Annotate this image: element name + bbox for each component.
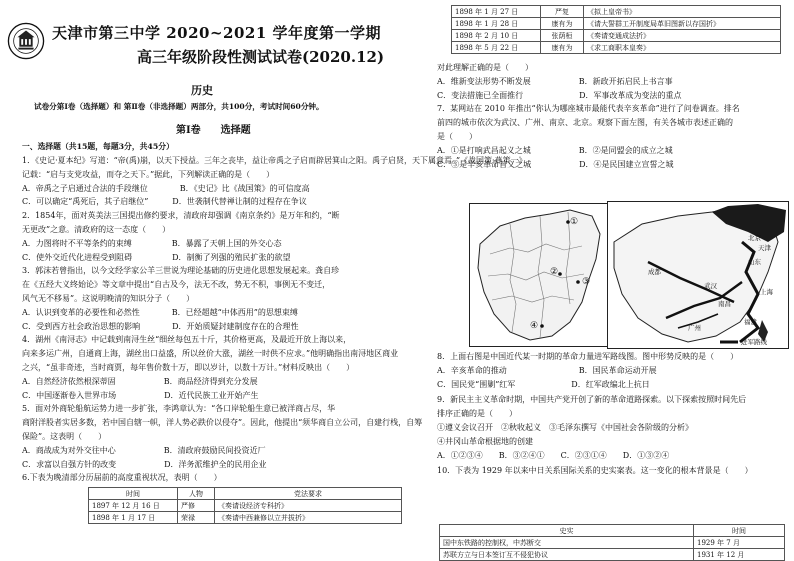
question-line: C．可以确定“禹死后，其子启继位” D．世袭制代替禅让制的过程存在争议	[22, 197, 307, 207]
table-cell: 康有为	[541, 42, 584, 54]
question-line: 7．某网站在 2010 年推出“你认为哪座城市最能代表辛亥革命”进行了问卷调查。排名	[437, 104, 740, 114]
table-cell: 1898 年 5 月 22 日	[452, 42, 541, 54]
question-line: 向来多运广州，自通商上海，湖丝出口益盛，所以丝价大涨，湖丝一时供不应求。”他明确指出南浔地区商业	[22, 349, 399, 359]
map-place-label: 天津	[758, 244, 771, 252]
table-cell: 张荫桓	[541, 30, 584, 42]
table-row	[89, 500, 402, 512]
question-line: A．认识到变革的必要性和必然性 B．已经超越“中体西用”的思想束缚	[22, 307, 298, 317]
map-place-label: 北京	[748, 234, 761, 242]
table-row	[89, 512, 402, 524]
exam-info: 试卷分第Ⅰ卷（选择题）和 第Ⅱ卷（非选择题）两部分，共100分，考试时间60分钟。	[34, 102, 324, 111]
question-line: 3．郭沫若曾指出，以今文经学家公羊三世说为理论基础的历史进化思想发展起来。龚自珍	[22, 266, 340, 276]
question-line: 记载：“启与支党攻益，而夺之天下。”据此，下列解读正确的是（ ）	[22, 169, 275, 179]
table-header-row	[89, 488, 402, 500]
map-marker-label: ④	[530, 321, 539, 331]
question-line: 对此理解正确的是（ ）	[437, 63, 533, 72]
table-cell: 《求工商职本皇奏》	[584, 42, 781, 54]
question-line: 1．《史记·夏本纪》写道：“帝(禹)崩，以天下授益。三年之丧毕，益让帝禹之子启而辟居箕山之阳。禹子启贤，天下属意焉。”《战国策·燕策一》	[22, 156, 527, 165]
table-header-cell: 人物	[178, 488, 215, 500]
question-line: 2．1854年，面对英美法三国提出修约要求，清政府却强调《南京条约》是万年和约，“断	[22, 211, 340, 221]
table-cell: 苏联方立与日本签订互不侵犯协议	[440, 549, 694, 561]
table-header-cell: 史实	[440, 525, 694, 537]
question-line: 6.下表为晚清部分历届前的高度重视状况，表明（ ）	[22, 473, 222, 483]
question-line: C．国民党“围剿”红军 D．红军政编北上抗日	[437, 380, 650, 390]
question-line: C．求富以自强方针的改变 D．洋务派维护全的民用企业	[22, 459, 267, 469]
table-row	[452, 6, 781, 18]
table-cell: 1898 年 1 月 28 日	[452, 18, 541, 30]
map-place-label: 广州	[688, 324, 701, 332]
map-place-label: 福建	[744, 318, 757, 326]
question-line: A．辛亥革命的推动 B．国民革命运动开展	[437, 366, 657, 376]
table-cell: 1898 年 1 月 27 日	[452, 6, 541, 18]
question-line: 商附洋股者实居多数，若中国自辖一帜，洋人势必跌价以侵夺”。因此，他提出“须华商自立公司，自建行栈，自筹	[22, 418, 423, 428]
map-legend-label: 进军路线	[741, 338, 767, 346]
table-header-cell: 时间	[89, 488, 178, 500]
question-line: 10．下表为 1929 年以来中日关系国际关系的史实案表。这一变化的根本背景是（ ）	[437, 465, 753, 475]
table-cell: 1897 年 12 月 16 日	[89, 500, 178, 512]
map-q8	[607, 201, 789, 349]
section-heading: 一、选择题（共15题，每题3分，共45分）	[22, 142, 174, 151]
table-q10	[439, 524, 785, 561]
table-cell: 1929 年 7 月	[694, 537, 785, 549]
table-cell: 荣禄	[178, 512, 215, 524]
table-cell: 《请大誓群工开制度局革旧图新以存国折》	[584, 18, 781, 30]
table-cell: 《奏请变通成法折》	[584, 30, 781, 42]
question-line: C．使外交近代化进程受到阻碍 D．制衡了列强的殖民扩张的欲望	[22, 252, 291, 262]
question-line: 在《五经大义终始论》等文章中提出“自古及今，法无不改，势无不积，事例无不变迁，	[22, 280, 331, 290]
table-header-cell: 时间	[694, 525, 785, 537]
exam-title-line2: 高三年级阶段性测试试卷(2020.12)	[137, 48, 385, 66]
table-row	[452, 30, 781, 42]
table-cell: 《奏请中西兼修以立并拔折》	[215, 512, 402, 524]
question-line: 是（ ）	[437, 132, 477, 141]
question-line: 之兴，“虽非奇迹，当时商贾，每年售价数十万，即以岁计，以数十万计。”材料反映出（ ）	[22, 363, 355, 372]
question-line: A．自然经济依然根深蒂固 B．商品经济得到充分发展	[22, 376, 258, 386]
table-cell: 《拟上皇帝书》	[584, 6, 781, 18]
table-header-cell: 党法要求	[215, 488, 402, 500]
map-q7	[469, 203, 611, 347]
question-line: 5．面对外商轮船航运势力进一步扩张，李鸿章认为：“各口岸轮船生意已被洋商占尽，华	[22, 404, 336, 414]
table-row	[452, 42, 781, 54]
table-header-row	[440, 525, 785, 537]
map-place-label: 武汉	[704, 282, 717, 290]
question-line: ④井冈山革命根据地的创建	[437, 437, 533, 447]
table-cell: 1898 年 1 月 17 日	[89, 512, 178, 524]
map-place-label: 山东	[748, 258, 761, 266]
table-row	[440, 549, 785, 561]
question-line: C．变法措施已全面推行 D．军事改革成为变法的重点	[437, 90, 682, 100]
question-line: A．商战成为对外交往中心 B．清政府鼓励民间投资近厂	[22, 445, 266, 455]
table-row	[452, 18, 781, 30]
map-marker-label: ②	[550, 267, 559, 277]
table-q6-left	[88, 487, 402, 524]
question-line: A．维新变法形势不断发展 B．新政开拓启民上书言事	[437, 76, 673, 86]
school-seal-icon	[7, 22, 45, 60]
table-cell: 严复	[541, 6, 584, 18]
question-line: A．帝禹之子启通过合法的手段继位 B．《史记》比《战国策》的可信度高	[22, 183, 310, 193]
question-line: 4．湖州《南浔志》中记载到南浔生丝“细丝每包五十斤，其价格更高，及最近开放上海以来，	[22, 335, 352, 345]
table-row	[440, 537, 785, 549]
question-line: C．③是辛亥革命首义之城 D．④是民国建立宣誓之城	[437, 159, 674, 169]
table-cell: 康有为	[541, 18, 584, 30]
table-cell: 1931 年 12 月	[694, 549, 785, 561]
map-place-label: 南昌	[718, 300, 731, 308]
map-place-label: 成都	[648, 268, 661, 276]
map-place-label: 上海	[760, 288, 773, 296]
question-line: 无更改”之意。清政府的这一态度（ ）	[22, 225, 171, 234]
question-line: A．①是打响武昌起义之城 B．②是同盟会的成立之城	[437, 145, 673, 155]
question-line: 保险”。这表明（ ）	[22, 432, 107, 441]
map-marker-label: ③	[582, 277, 591, 287]
question-line: 排序正确的是（ ）	[437, 408, 517, 418]
map-marker-label: ①	[570, 217, 579, 227]
question-line: 9．新民主主义革命时期，中国共产党开创了新的革命道路探索。以下探索按照时间先后	[437, 394, 747, 404]
question-line: C．中国逐渐卷入世界市场 D．近代民族工业开始产生	[22, 390, 259, 400]
volume-heading: 第Ⅰ卷 选择题	[176, 125, 251, 136]
question-line: A．力图将时不平等条约的束缚 B．暴露了天朝上国的外交心态	[22, 238, 282, 248]
question-line: A．①②③④ B．③②④① C．②③①④ D．①③②④	[437, 451, 670, 461]
subject-heading: 历史	[191, 84, 213, 97]
table-q6-right	[451, 5, 781, 54]
question-line: 风气无不移易”。这说明晚清的知识分子（ ）	[22, 294, 195, 303]
question-line: ①遵义会议召开 ②秋收起义 ③毛泽东撰写《中国社会各阶级的分析》	[437, 423, 693, 432]
table-cell: 《奏请设经济专科折》	[215, 500, 402, 512]
question-line: C．受到西方社会政治思想的影响 D．开始质疑封建制度存在的合理性	[22, 321, 299, 331]
question-line: 前四的城市依次为武汉、广州、南京、北京。观察下面左图，有关各城市表述正确的	[437, 118, 733, 128]
table-cell: 严修	[178, 500, 215, 512]
table-cell: 国中东铁路的控制权，中苏断交	[440, 537, 694, 549]
table-cell: 1898 年 2 月 10 日	[452, 30, 541, 42]
exam-title-line1: 天津市第三中学 2020~2021 学年度第一学期	[52, 24, 382, 42]
question-line: 8．上面右图是中国近代某一时期的革命力量进军路线图。图中形势反映的是（ ）	[437, 352, 739, 361]
